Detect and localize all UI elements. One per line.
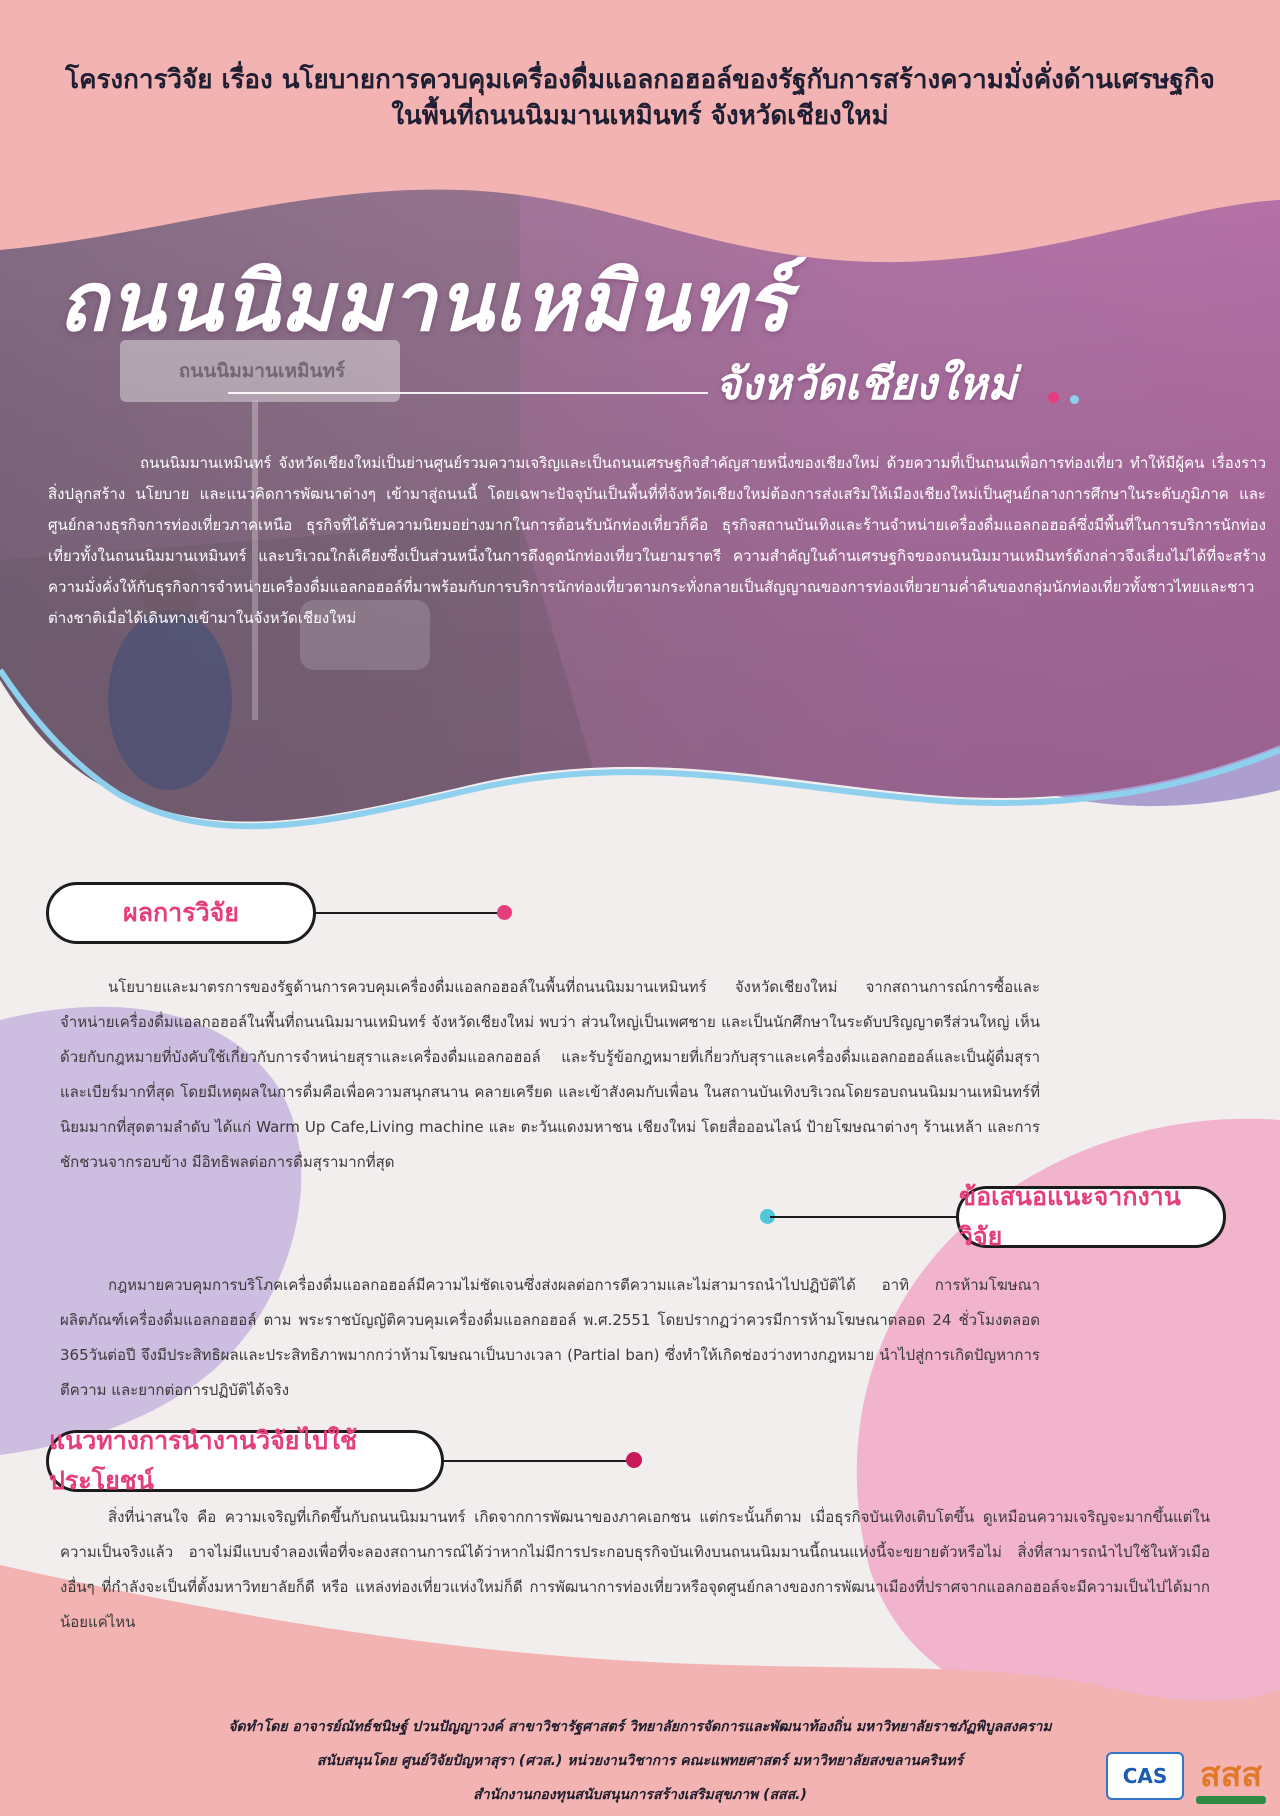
footer-credits <box>120 1710 1160 1812</box>
header-title-line1: โครงการวิจัย เรื่อง นโยบายการควบคุมเครื่องดื่มแอลกอฮอล์ของรัฐกับการสร้างความมั่งคั่งด้านเศรษฐกิจ <box>65 65 1215 95</box>
thaihealth-logo-text: สสส <box>1199 1755 1263 1795</box>
cas-logo-text: CAS <box>1122 1764 1168 1788</box>
hero-pink-dot <box>1048 392 1059 403</box>
results-heading <box>46 882 316 944</box>
utilization-text: สิ่งที่น่าสนใจ คือ ความเจริญที่เกิดขึ้นกับถนนนิมมานทร์ เกิดจากการพัฒนาของภาคเอกชน แต่กระนั้นก็ตาม เมื่อธุรกิจบันเทิงเติบโตขึ้น ดูเหมือนความเจริญจะมากขึ้นแต่ในความเป็นจริงแล้ว อาจไม่มีแบบจำลองเพื่อที่จะลองสถานการณ์ได้ว่าหากไม่มีการประกอบธุรกิจบันเทิงบนถนนนิมมานนี้ถนนแห่งนี้จะขยายตัวหรือไม่ สิ่งที่สามารถนำไปใช้ในหัวเมืองอื่นๆ ที่กำลังจะเป็นที่ตั้งมหาวิทยาลัยก็ดี หรือ แหล่งท่องเที่ยวแห่งใหม่ก็ดี การพัฒนาการท่องเที่ยวหรือจุดศูนย์กลางของการพัฒนาเมืองที่ปราศจากแอลกอฮอล์จะมีความเป็นไปได้มากน้อยแค่ไหน <box>60 1508 1210 1631</box>
footer-line-thaihealth: สำนักงานกองทุนสนับสนุนการสร้างเสริมสุขภาพ (สสส.) <box>473 1787 807 1803</box>
results-heading-label: ผลการวิจัย <box>123 898 239 927</box>
street-sign-text: ถนนนิมมานเหมินทร์ <box>178 360 346 382</box>
hero-intro-text: ถนนนิมมานเหมินทร์ จังหวัดเชียงใหม่เป็นย่านศูนย์รวมความเจริญและเป็นถนนเศรษฐกิจสำคัญสายหนึ่งของเชียงใหม่ ด้วยความที่เป็นถนนเพื่อการท่องเที่ยว ทำให้มีผู้คน เรื่องราว สิ่งปลูกสร้าง นโยบาย และแนวคิดการพัฒนาต่างๆ เข้ามาสู่ถนนนี้ โดยเฉพาะปัจจุบันเป็นพื้นที่ที่จังหวัดเชียงใหม่ต้องการส่งเสริมให้เมืองเชียงใหม่เป็นศูนย์กลางการศึกษาในระดับภูมิภาค และศูนย์กลางธุรกิจการท่องเที่ยวภาคเหนือ ธุรกิจที่ได้รับความนิยมอย่างมากในการต้อนรับนักท่องเที่ยวก็คือ ธุรกิจสถานบันเทิงและร้านจำหน่ายเครื่องดื่มแอลกอฮอล์ซึ่งมีพื้นที่ในการบริการนักท่องเที่ยวทั้งในถนนนิมมานเหมินทร์ และบริเวณใกล้เคียงซึ่งเป็นส่วนหนึ่งในการดึงดูดนักท่องเที่ยวในยามราตรี ความสำคัญในด้านเศรษฐกิจของถนนนิมมานเหมินทร์ดังกล่าวจึงเลี่ยงไม่ได้ที่จะสร้างความมั่งคั่งให้กับธุรกิจการจำหน่ายเครื่องดื่มแอลกอฮอล์ที่มาพร้อมกับการบริการนักท่องเที่ยวตามกระทั่งกลายเป็นสัญญาณของการท่องเที่ยวยามค่ำคืนของกลุ่มนักท่องเที่ยวทั้งชาวไทยและชาวต่างชาติเมื่อได้เดินทางเข้ามาในจังหวัดเชียงใหม่ <box>48 454 1266 627</box>
recommendations-heading-label: ข้อเสนอแนะจากงานวิจัย <box>959 1182 1181 1251</box>
cas-logo <box>1106 1752 1184 1800</box>
footer-line-prepared-by: จัดทำโดย อาจารย์ณัทธ์ชนิษฐ์ ปวนปัญญาวงค์ สาขาวิชารัฐศาสตร์ วิทยาลัยการจัดการและพัฒนาท้องถิ่น มหาวิทยาลัยราชภัฏพิบูลสงคราม <box>228 1719 1052 1735</box>
thaihealth-logo <box>1192 1738 1270 1804</box>
hero-subtitle: จังหวัดเชียงใหม่ <box>715 359 1017 410</box>
utilization-connector <box>442 1460 632 1462</box>
utilization-heading <box>46 1426 444 1495</box>
utilization-dot <box>626 1452 642 1468</box>
recommendations-connector <box>770 1216 960 1218</box>
utilization-heading-label: แนวทางการนำงานวิจัยไปใช้ประโยชน์ <box>49 1426 357 1495</box>
results-dot <box>497 905 512 920</box>
results-connector <box>314 912 504 914</box>
hero-title: ถนนนิมมานเหมินทร์ <box>58 255 791 350</box>
recommendations-heading <box>956 1182 1226 1251</box>
header-title <box>40 62 1240 134</box>
header-title-line2: ในพื้นที่ถนนนิมมานเหมินทร์ จังหวัดเชียงใหม่ <box>391 101 889 131</box>
hero-blue-dot <box>1070 395 1079 404</box>
hero-divider <box>228 392 708 394</box>
results-text: นโยบายและมาตรการของรัฐด้านการควบคุมเครื่องดื่มแอลกอฮอล์ในพื้นที่ถนนนิมมานเหมินทร์ จังหวัดเชียงใหม่ จากสถานการณ์การซื้อและจำหน่ายเครื่องดื่มแอลกอฮอล์ในพื้นที่ถนนนิมมานเหมินทร์ จังหวัดเชียงใหม่ พบว่า ส่วนใหญ่เป็นเพศชาย และเป็นนักศึกษาในระดับปริญญาตรีส่วนใหญ่ เห็นด้วยกับกฎหมายที่บังคับใช้เกี่ยวกับการจำหน่ายสุราและเครื่องดื่มแอลกอฮอล์ และรับรู้ข้อกฎหมายที่เกี่ยวกับสุราและเครื่องดื่มแอลกอฮอล์และเป็นผู้ดื่มสุราและเบียร์มากที่สุด โดยมีเหตุผลในการดื่มคือเพื่อความสนุกสนาน คลายเครียด และเข้าสังคมกับเพื่อน ในสถานบันเทิงบริเวณโดยรอบถนนนิมมานเหมินทร์ที่นิยมมากที่สุดตามลำดับ ได้แก่ Warm Up Cafe,Living machine และ ตะวันแดงมหาชน เชียงใหม่ โดยสื่อออนไลน์ ป้ายโฆษณาต่างๆ ร้านเหล้า และการชักชวนจากรอบข้าง มีอิทธิพลต่อการดื่มสุรามากที่สุด <box>60 978 1040 1171</box>
footer-line-supported-by: สนับสนุนโดย ศูนย์วิจัยปัญหาสุรา (ศวส.) หน่วยงานวิชาการ คณะแพทยศาสตร์ มหาวิทยาลัยสงขลานครินทร์ <box>316 1753 964 1769</box>
thaihealth-logo-bar <box>1196 1796 1266 1804</box>
recommendations-text: กฎหมายควบคุมการบริโภคเครื่องดื่มแอลกอฮอล์มีความไม่ชัดเจนซึ่งส่งผลต่อการตีความและไม่สามารถนำไปปฏิบัติได้ อาทิ การห้ามโฆษณาผลิตภัณฑ์เครื่องดื่มแอลกอฮอล์ ตาม พระราชบัญญัติควบคุมเครื่องดื่มแอลกอฮอล์ พ.ศ.2551 โดยปรากฏว่าควรมีการห้ามโฆษณาตลอด 24 ชั่วโมงตลอด 365วันต่อปี จึงมีประสิทธิผลและประสิทธิภาพมากกว่าห้ามโฆษณาเป็นบางเวลา (Partial ban) ซึ่งทำให้เกิดช่องว่างทางกฎหมาย นำไปสู่การเกิดปัญหาการตีความ และยากต่อการปฏิบัติได้จริง <box>60 1276 1040 1399</box>
